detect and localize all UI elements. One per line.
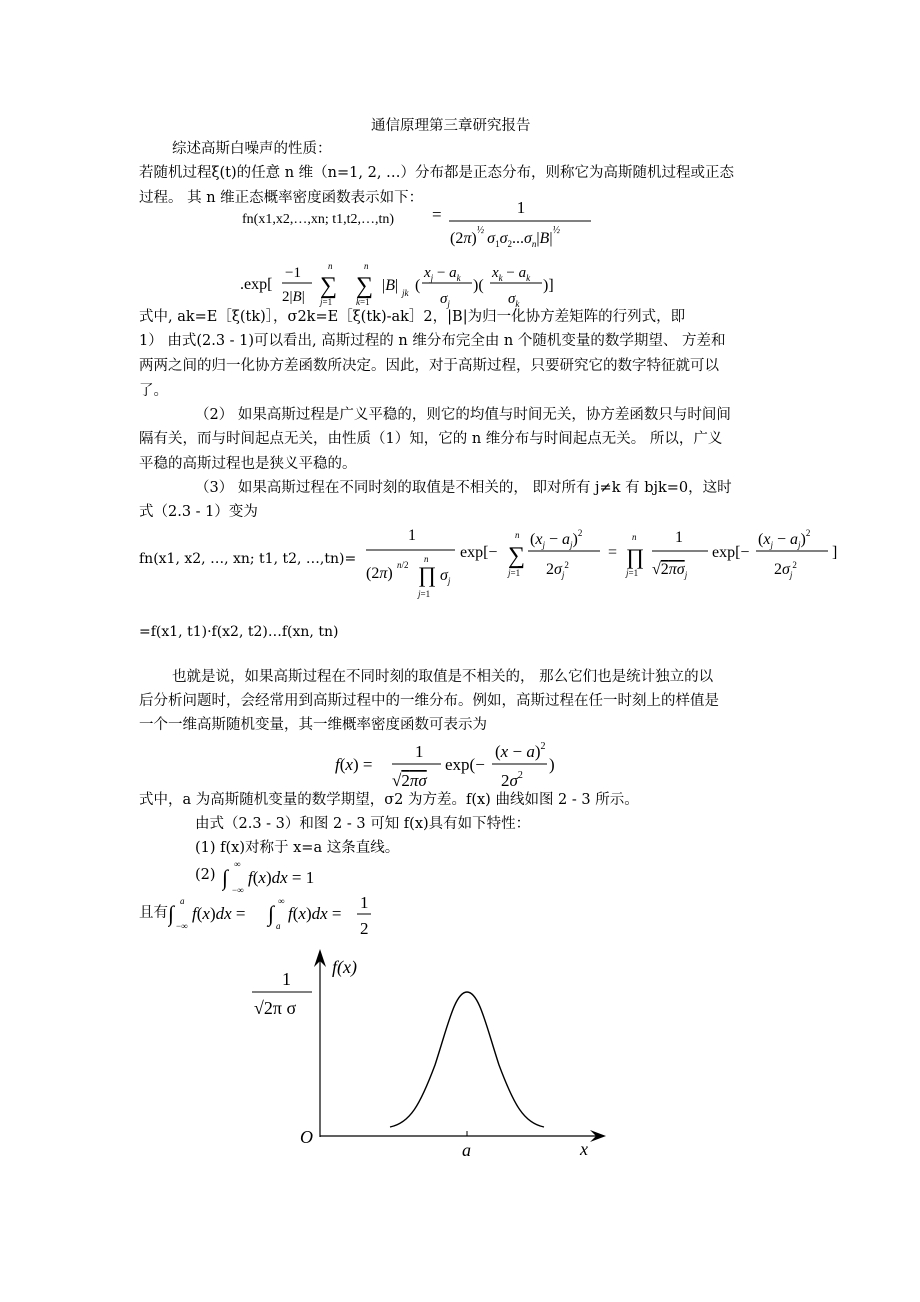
- svg-text:(2π): (2π): [366, 565, 393, 582]
- text-line: 也就是说，如果高斯过程在不同时刻的取值是不相关的， 那么它们也是统计独立的以: [172, 669, 714, 685]
- svg-text:∑: ∑: [356, 273, 374, 299]
- svg-text:σk: $\sigma_k$: [508, 291, 520, 309]
- text-line: 式（2.3 - 1）变为: [139, 504, 258, 520]
- x-axis-label: x: [580, 1139, 588, 1159]
- svg-text:xj − ak: $x_j - a_k$: [424, 265, 461, 283]
- equation-1-lhs-text: fn(x1,x2,…,xn; t1,t2,…,tn): [242, 212, 395, 227]
- svg-text:∏: ∏: [418, 562, 437, 587]
- equation-3: [139, 623, 338, 641]
- svg-text:.exp[: .exp[: [240, 276, 273, 293]
- prop2-label: (2): [195, 867, 216, 883]
- text-line: 隔有关，而与时间起点无关，由性质（1）知，它的 n 维分布与时间起点无关。 所以，广义: [139, 431, 723, 447]
- svg-text:f(x) =: f(x) =: [335, 755, 373, 774]
- text-line: （3） 如果高斯过程在不同时刻的取值是不相关的， 即对所有 j≠k 有 bjk=0，这时: [195, 480, 732, 496]
- text-line: (1) f(x)对称于 x=a 这条直线。: [195, 840, 400, 856]
- svg-text:∫: ∫: [268, 901, 275, 926]
- svg-text:f(x)dx =: f(x)dx =: [192, 904, 246, 923]
- svg-text:j=1: j=1: [626, 568, 639, 578]
- text-line: 一个一维高斯随机变量，其一维概率密度函数可表示为: [139, 717, 487, 733]
- svg-text:exp(−: exp(−: [445, 755, 485, 774]
- svg-text:(: (: [415, 277, 421, 294]
- text-line: 平稳的高斯过程也是狭义平稳的。: [139, 456, 357, 472]
- peak-value-denominator: √2π σ: [254, 998, 297, 1018]
- text-line: （2） 如果高斯过程是广义平稳的，则它的均值与时间无关，协方差函数只与时间间: [195, 407, 731, 423]
- svg-text:exp[−: exp[−: [712, 544, 750, 561]
- svg-text:j=1: j=1: [418, 589, 431, 599]
- gaussian-figure: [240, 945, 620, 1165]
- svg-text:f(x)dx =: f(x)dx =: [288, 904, 342, 923]
- svg-text:=: =: [608, 544, 618, 561]
- equation-1-numerator: 1: [516, 198, 526, 217]
- svg-text:xk − ak: $x_k - a_k$: [492, 265, 531, 283]
- text-line: 后分析问题时，会经常用到高斯过程中的一维分布。例如，高斯过程在任一时刻上的样值是: [139, 693, 719, 709]
- svg-text:)(: )(: [473, 277, 484, 294]
- svg-text:(xj − aj)2: $(x_j - a_j)^2$: [758, 528, 811, 550]
- text-line: 若随机过程ξ(t)的任意 n 维（n=1, 2, …）分布都是正态分布，则称它为高斯随机过程或正态: [139, 165, 735, 181]
- equation-3-text: =f(x1, t1)·f(x2, t2)…f(xn, tn): [139, 624, 339, 640]
- svg-text:−∞: −∞: [176, 921, 188, 931]
- gaussian-curve: [390, 992, 544, 1127]
- text-line: 由式（2.3 - 3）和图 2 - 3 可知 f(x)具有如下特性：: [195, 816, 531, 832]
- svg-text:−∞: −∞: [232, 885, 244, 895]
- prop3-prefix: 且有: [139, 905, 168, 921]
- svg-text:j=1: j=1: [320, 297, 333, 307]
- svg-text:exp[−: exp[−: [460, 544, 498, 561]
- svg-text:∞: ∞: [278, 896, 285, 906]
- svg-text:a: a: [276, 921, 281, 931]
- svg-text:∫: ∫: [168, 901, 175, 926]
- equation-1-fraction: [444, 195, 594, 255]
- svg-text:a: a: [180, 896, 185, 906]
- svg-text:2σj2: $2\sigma_j^2$: [546, 560, 569, 580]
- text-line: 过程。 其 n 维正态概率密度函数表示如下：: [139, 190, 424, 206]
- svg-text:n: n: [632, 532, 637, 542]
- svg-text:σj: $\sigma_j$: [440, 567, 451, 586]
- svg-text:∞: ∞: [234, 859, 241, 869]
- y-axis-label: f(x): [332, 957, 357, 977]
- svg-text:f(x)dx = 1: f(x)dx = 1: [248, 868, 315, 887]
- svg-text:√2πσ: √2πσ: [392, 771, 427, 790]
- svg-text:n: n: [515, 530, 520, 540]
- svg-text:1: 1: [415, 742, 424, 761]
- equation-prop3: [168, 888, 388, 942]
- svg-text:2σj2: $2\sigma_j^2$: [774, 560, 797, 580]
- text-line: 了。: [139, 383, 168, 399]
- svg-text:∫: ∫: [222, 865, 229, 890]
- svg-text:−1: −1: [285, 265, 301, 281]
- svg-text:1: 1: [360, 893, 369, 912]
- origin-label: O: [300, 1127, 313, 1147]
- text-line: 式中, ak=E［ξ(tk)］，σ2k=E［ξ(tk)-ak］2，|B|为归一化协方差矩阵的行列式，即: [139, 309, 686, 325]
- svg-text:(2π)½σ1σ2...σn|B|½: $(2\pi)^{\frac{1}{2}}$ $\sigma_1\sigma_2...\sigma_n|B|^{\frac{1}{2}}$: [450, 225, 561, 249]
- svg-text:1: 1: [675, 529, 683, 546]
- equation-1-rhs: =: [432, 205, 442, 224]
- svg-text:2σ2: $2\sigma^2$: [501, 770, 523, 790]
- svg-text:2: 2: [360, 919, 369, 938]
- svg-text:)]: )]: [543, 277, 554, 294]
- svg-text:n: n: [424, 554, 429, 564]
- text-line: 两两之间的归一化协方差函数所决定。因此，对于高斯过程，只要研究它的数字特征就可以: [139, 358, 719, 374]
- svg-text:(xj − aj)2: $(x_j - a_j)^2$: [530, 528, 583, 550]
- peak-tick-label: a: [462, 1140, 471, 1160]
- text-line: 式中，a 为高斯随机变量的数学期望，σ2 为方差。f(x) 曲线如图 2 - 3 所示。: [139, 792, 639, 808]
- svg-text:|B|: |B|: [382, 277, 399, 294]
- svg-text:√2πσj: $√2\pi\sigma_j$: [652, 561, 688, 580]
- peak-value-numerator: 1: [282, 969, 291, 989]
- svg-text:n: n: [364, 261, 369, 271]
- svg-text:]: ]: [832, 544, 838, 561]
- svg-text:1: 1: [408, 527, 416, 544]
- svg-text:n: n: [328, 261, 333, 271]
- svg-text:n/2: n/2: [397, 560, 409, 570]
- equation-2-rhs: [360, 520, 850, 605]
- equation-4: [335, 738, 565, 794]
- svg-text:jk: jk: [402, 288, 409, 298]
- svg-text:∏: ∏: [626, 544, 645, 569]
- svg-text:∑: ∑: [508, 543, 526, 569]
- svg-text:): ): [549, 755, 555, 774]
- svg-text:∑: ∑: [320, 273, 338, 299]
- page-title: 通信原理第三章研究报告: [371, 118, 531, 134]
- equation-2-lhs: fn(x1, x2, …, xn; t1, t2, …,tn)=: [139, 551, 357, 567]
- text-line: 1） 由式(2.3 - 1)可以看出, 高斯过程的 n 维分布完全由 n 个随机变量的数学期望、 方差和: [139, 333, 726, 349]
- svg-text:j=1: j=1: [508, 568, 521, 578]
- svg-text:(x − a)2: $(x - a)^2$: [495, 741, 546, 761]
- svg-text:σj: $\sigma_j$: [440, 291, 450, 309]
- svg-text:2|B|: 2|B|: [282, 289, 305, 305]
- section-heading: 综述高斯白噪声的性质：: [172, 141, 332, 157]
- svg-text:k=1: k=1: [356, 297, 370, 307]
- equation-1-lhs: [242, 200, 395, 227]
